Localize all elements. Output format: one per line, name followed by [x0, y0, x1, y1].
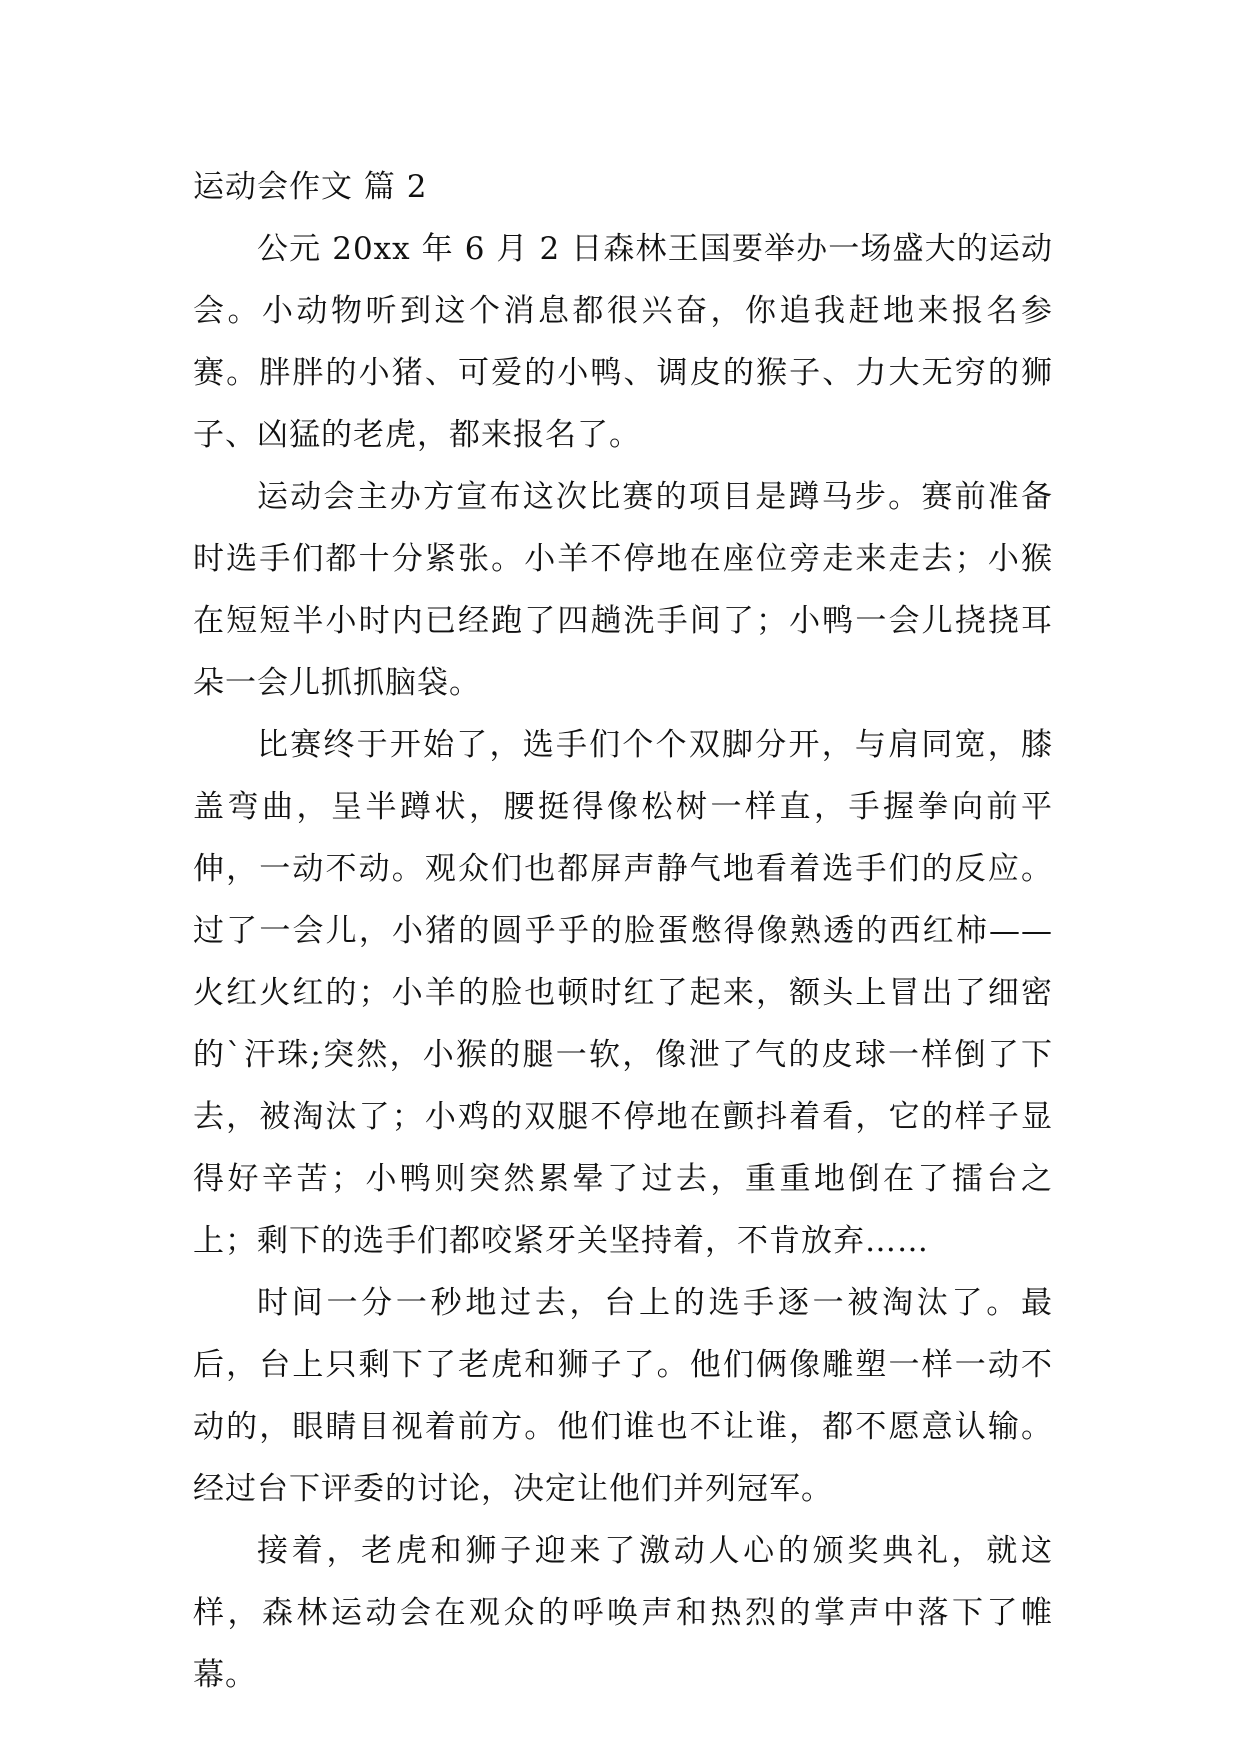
paragraph: 比赛终于开始了，选手们个个双脚分开，与肩同宽，膝盖弯曲，呈半蹲状，腰挺得像松树一样直，手握拳向前平伸，一动不动。观众们也都屏声静气地看着选手们的反应。过了一会儿，小猪的圆乎乎的脸蛋憋得像熟透的西红柿——火红火红的；小羊的脸也顿时红了起来，额头上冒出了细密的`汗珠;突然，小猴的腿一软，像泄了气的皮球一样倒了下去，被淘汰了；小鸡的双腿不停地在颤抖着看，它的样子显得好辛苦；小鸭则突然累晕了过去，重重地倒在了擂台之上；剩下的选手们都咬紧牙关坚持着，不肯放弃…… [193, 727, 1053, 1259]
paragraph: 时间一分一秒地过去，台上的选手逐一被淘汰了。最后，台上只剩下了老虎和狮子了。他们俩像雕塑一样一动不动的，眼睛目视着前方。他们谁也不让谁，都不愿意认输。经过台下评委的讨论，决定让他们并列冠军。 [193, 1285, 1053, 1507]
paragraph: 公元 20xx 年 6 月 2 日森林王国要举办一场盛大的运动会。小动物听到这个消息都很兴奋，你追我赶地来报名参赛。胖胖的小猪、可爱的小鸭、调皮的猴子、力大无穷的狮子、凶猛的老虎，都来报名了。 [193, 231, 1053, 453]
document-body [193, 156, 1053, 1706]
paragraph: 运动会主办方宣布这次比赛的项目是蹲马步。赛前准备时选手们都十分紧张。小羊不停地在座位旁走来走去；小猴在短短半小时内已经跑了四趟洗手间了；小鸭一会儿挠挠耳朵一会儿抓抓脑袋。 [193, 479, 1053, 701]
paragraph: 接着，老虎和狮子迎来了激动人心的颁奖典礼，就这样，森林运动会在观众的呼唤声和热烈的掌声中落下了帷幕。 [193, 1533, 1053, 1693]
document-title: 运动会作文 篇 2 [193, 169, 428, 205]
